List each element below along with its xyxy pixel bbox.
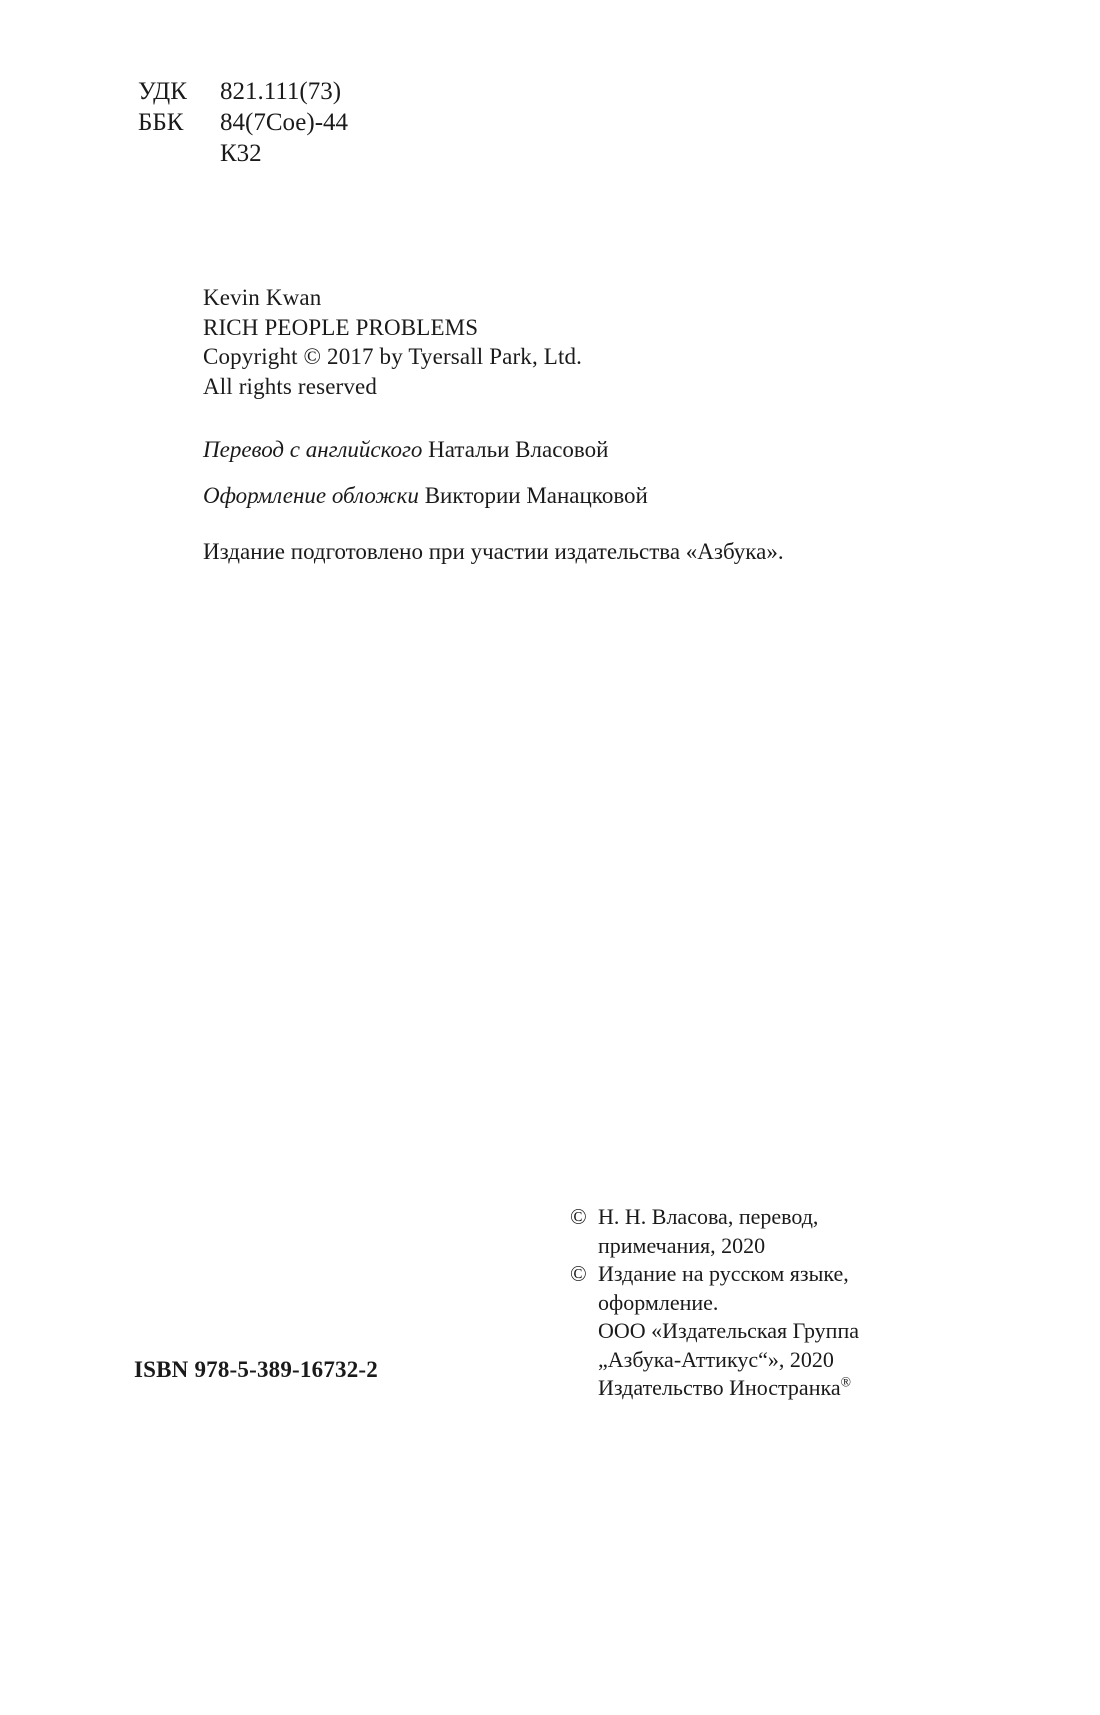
copyright-item-line: примечания, 2020 [598, 1232, 766, 1258]
udk-label: УДК [138, 78, 187, 105]
original-author: Kevin Kwan [203, 285, 322, 310]
classification-row [138, 107, 348, 138]
udk-value: 821.111(73) [220, 78, 342, 105]
copyright-icon: © [570, 1204, 587, 1229]
cover-name: Виктории Манацковой [424, 483, 648, 508]
classification-block [138, 76, 348, 169]
copyright-item [570, 1203, 970, 1232]
copyright-item [570, 1260, 970, 1289]
classification-row [138, 138, 348, 169]
copyright-item-line: Н. Н. Власова, перевод, [598, 1204, 819, 1229]
credits-block [203, 435, 784, 566]
original-title: RICH PEOPLE PROBLEMS [203, 314, 479, 340]
cover-label: Оформление обложки [203, 483, 419, 508]
imprint-name: Издательство Иностранка [598, 1375, 841, 1400]
translation-name: Натальи Власовой [428, 437, 609, 462]
registered-trademark-icon: ® [840, 1374, 851, 1390]
cover-credit [203, 481, 784, 510]
author-mark-value: К32 [220, 140, 262, 167]
translation-credit [203, 435, 784, 464]
publisher-line: ООО «Издательская Группа [598, 1318, 859, 1343]
classification-row [138, 76, 348, 107]
publishing-note: Издание подготовлено при участии издательства «Азбука». [203, 539, 784, 564]
bbk-label: ББК [138, 109, 184, 136]
translation-label: Перевод с английского [203, 437, 423, 462]
bbk-value: 84(7Сое)-44 [220, 109, 349, 136]
copyright-item-line: Издание на русском языке, [598, 1261, 849, 1286]
imprint-line [598, 1374, 970, 1403]
publisher-line: „Азбука-Аттикус“», 2020 [598, 1346, 834, 1372]
original-copyright: Copyright © 2017 by Tyersall Park, Ltd. [203, 344, 583, 369]
copyright-item-line: оформление. [598, 1289, 719, 1315]
original-rights: All rights reserved [203, 373, 378, 399]
original-edition-block [203, 283, 582, 401]
isbn: ISBN 978-5-389-16732-2 [134, 1357, 378, 1382]
copyright-icon: © [570, 1261, 587, 1286]
copyright-notices [570, 1203, 970, 1403]
